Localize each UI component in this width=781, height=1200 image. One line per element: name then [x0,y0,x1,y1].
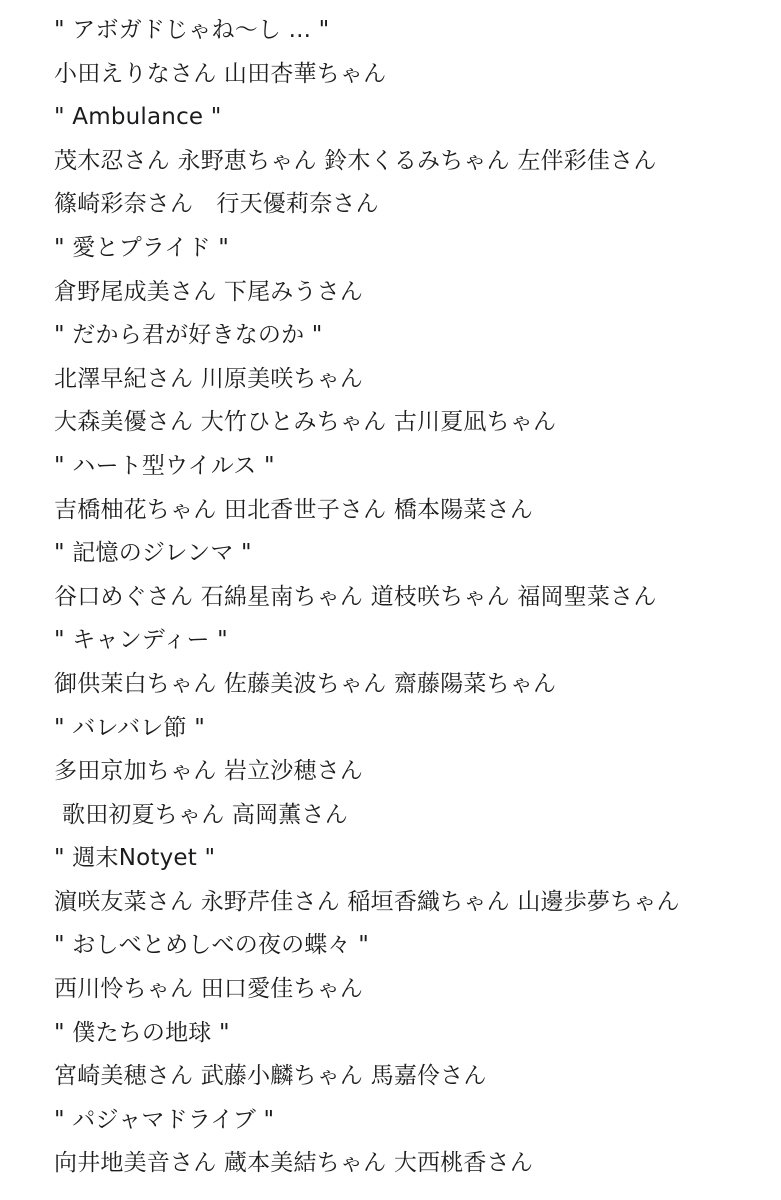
member-line: 御供茉白ちゃん 佐藤美波ちゃん 齋藤陽菜ちゃん [54,670,557,697]
member-line: 濵咲友菜さん 永野芹佳さん 稲垣香織ちゃん 山邊歩夢ちゃん [54,888,680,915]
song-title-line: " ハート型ウイルス " [54,452,275,479]
song-title-line: " キャンディー " [54,627,228,654]
song-title-line: " パジャマドライブ " [54,1106,275,1133]
song-title-line: " Ambulance " [54,104,222,131]
song-title-line: " おしべとめしべの夜の蝶々 " [54,932,369,959]
song-title-line: " 週末Notyet " [54,845,216,872]
member-line: 篠崎彩奈さん 行天優莉奈さん [54,191,379,218]
member-line: 歌田初夏ちゃん 高岡薫さん [62,801,348,828]
song-title-line: " アボガドじゃね〜し ... " [54,17,330,43]
song-title-line: " バレバレ節 " [54,714,205,741]
member-line: 向井地美音さん 蔵本美結ちゃん 大西桃香さん [54,1150,534,1177]
member-line: 北澤早紀さん 川原美咲ちゃん [54,365,364,392]
member-line: 茂木忍さん 永野恵ちゃん 鈴木くるみちゃん 左伴彩佳さん [54,147,657,174]
member-line: 吉橋柚花ちゃん 田北香世子さん 橋本陽菜さん [54,496,534,523]
song-title-line: " 僕たちの地球 " [54,1019,230,1046]
member-line: 倉野尾成美さん 下尾みうさん [54,278,364,305]
member-line: 多田京加ちゃん 岩立沙穂さん [54,758,364,785]
member-line: 西川怜ちゃん 田口愛佳ちゃん [54,976,364,1003]
member-line: 谷口めぐさん 石綿星南ちゃん 道枝咲ちゃん 福岡聖菜さん [54,583,657,610]
member-line: 小田えりなさん 山田杏華ちゃん [54,60,387,87]
song-title-line: " 愛とプライド " [54,234,230,261]
member-line: 宮崎美穂さん 武藤小麟ちゃん 馬嘉伶さん [54,1063,487,1090]
song-title-line: " だから君が好きなのか " [54,322,323,349]
song-title-line: " 記憶のジレンマ " [54,540,252,567]
member-line: 大森美優さん 大竹ひとみちゃん 古川夏凪ちゃん [54,409,557,436]
